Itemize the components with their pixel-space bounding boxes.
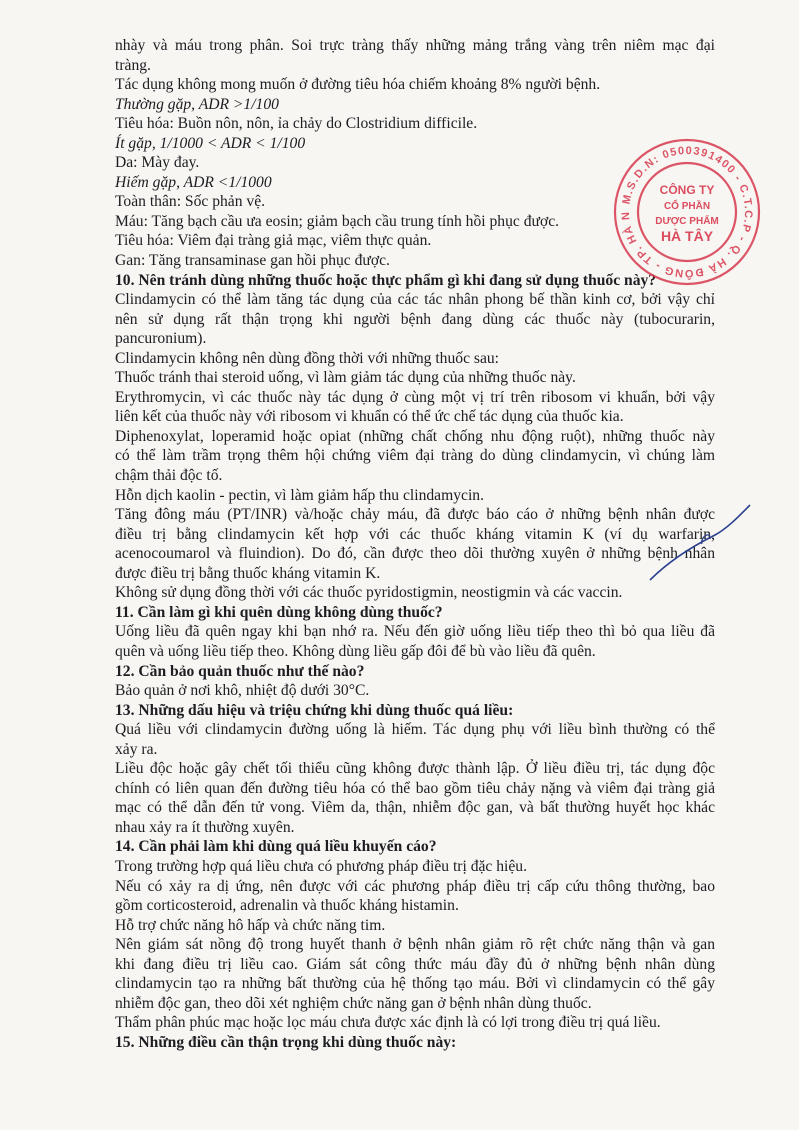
text-line: Da: Mày đay. [115, 154, 200, 172]
text-line: Không sử dụng đồng thời với các thuốc pyridostigmin, neostigmin và các vaccin. [115, 584, 623, 602]
text-line: Bảo quản ở nơi khô, nhiệt độ dưới 30°C. [115, 682, 370, 700]
text-line: điều trị bằng clindamycin kết hợp với các thuốc kháng vitamin K (ví dụ warfarin, [115, 525, 715, 543]
text-line: nhày và máu trong phân. Soi trực tràng thấy những mảng trắng vàng trên niêm mạc đại [115, 37, 715, 54]
frequency-label: Thường gặp, ADR >1/100 [115, 95, 279, 113]
text-line: Tăng đông máu (PT/INR) và/hoặc chảy máu, đã được báo cáo ở những bệnh nhân được [115, 506, 715, 524]
text-line: Gan: Tăng transaminase gan hồi phục được. [115, 252, 390, 270]
text-line: tràng. [115, 56, 151, 74]
seal-ring-text: M.S.D.N: 0500391400 - C.T.C.P - Q. HÀ ĐÔNG - TP. HÀ N [619, 144, 755, 280]
section-heading: 10. Nên tránh dùng những thuốc hoặc thực phẩm gì khi đang sử dụng thuốc này? [115, 271, 657, 289]
text-line: Trong trường hợp quá liều chưa có phương pháp điều trị đặc hiệu. [115, 857, 527, 875]
text-line: được điều trị bằng thuốc kháng vitamin K. [115, 564, 381, 582]
text-line: gồm corticosteroid, adrenalin và thuốc kháng histamin. [115, 897, 459, 915]
company-seal-graphic [611, 136, 763, 288]
text-line: Tiêu hóa: Viêm đại tràng giả mạc, viêm thực quản. [115, 232, 432, 250]
section-heading: 13. Những dấu hiệu và triệu chứng khi dùng thuốc quá liều: [115, 701, 514, 719]
text-line: Diphenoxylat, loperamid hoặc opiat (những chất chống nhu động ruột), những thuốc này [115, 427, 715, 445]
seal-line-1: CÔNG TY [659, 183, 715, 197]
text-line: chính có liên quan đến đường tiêu hóa có thể bao gồm tiêu chảy nặng và viêm đại tràng giả [115, 779, 715, 797]
seal-line-3: DƯỢC PHẨM [655, 216, 719, 227]
text-line: Nên giám sát nồng độ trong huyết thanh ở bệnh nhân giảm rõ rệt chức năng thận và gan [115, 936, 715, 954]
text-line: xảy ra. [115, 740, 158, 758]
text-line: Quá liều với clindamycin đường uống là hiếm. Tác dụng phụ với liều bình thường có thể [115, 721, 715, 739]
company-seal [611, 136, 763, 288]
text-line: quên và uống liều tiếp theo. Không dùng liều gấp đôi để bù vào liều đã quên. [115, 642, 596, 660]
text-line: Hỗn dịch kaolin - pectin, vì làm giảm hấp thu clindamycin. [115, 486, 484, 504]
text-line: Máu: Tăng bạch cầu ưa eosin; giảm bạch cầu trung tính hồi phục được. [115, 212, 560, 230]
section-heading: 14. Cần phải làm khi dùng quá liều khuyến cáo? [115, 838, 437, 856]
text-line: nhau xảy ra ít thường xuyên. [115, 818, 295, 836]
seal-line-2: CỔ PHẦN [663, 201, 711, 212]
text-line: có thể làm trầm trọng thêm hội chứng viêm đại tràng do dùng clindamycin, vì chúng làm [115, 447, 715, 465]
text-line: Thẩm phân phúc mạc hoặc lọc máu chưa được xác định là có lợi trong điều trị quá liều. [115, 1014, 661, 1032]
text-line: Liều độc hoặc gây chết tối thiểu cũng không được thành lập. Ở liều điều trị, tác dụng độc [115, 760, 715, 778]
text-line: clindamycin tạo ra những bất thường của hệ thống tạo máu. Bởi vì clindamycin có thể gây [115, 975, 715, 993]
section-heading: 11. Cần làm gì khi quên dùng không dùng thuốc? [115, 603, 443, 621]
text-line: Uống liều đã quên ngay khi bạn nhớ ra. Nếu đến giờ uống liều tiếp theo thì bỏ qua liều đã [115, 623, 715, 641]
text-line: Erythromycin, vì các thuốc này tác dụng ở cùng một vị trí trên ribosom vi khuẩn, bởi vậy [115, 388, 715, 406]
text-line: Thuốc tránh thai steroid uống, vì làm giảm tác dụng của những thuốc này. [115, 369, 576, 387]
text-line: liên kết của thuốc này với ribosom vi khuẩn có thể ức chế tác dụng của thuốc kia. [115, 408, 624, 426]
text-line: Tác dụng không mong muốn ở đường tiêu hóa chiếm khoảng 8% người bệnh. [115, 76, 601, 94]
text-line: pancuronium). [115, 330, 207, 348]
text-line: nên sử dụng rất thận trọng khi người bệnh đang dùng các thuốc này (tubocurarin, [115, 310, 715, 328]
signature-mark [640, 500, 760, 590]
text-line: Clindamycin có thể làm tăng tác dụng của các tác nhân phong bế thần kinh cơ, bởi vậy chỉ [115, 291, 715, 309]
text-line: acenocoumarol và fluindion). Do đó, cần được theo dõi thường xuyên ở những bệnh nhân [115, 545, 715, 563]
text-line: nhiễm độc gan, theo dõi xét nghiệm chức năng gan ở bệnh nhân dùng thuốc. [115, 994, 592, 1012]
seal-line-4: HÀ TÂY [660, 228, 714, 244]
frequency-label: Ít gặp, 1/1000 < ADR < 1/100 [115, 134, 306, 152]
section-heading: 15. Những điều cần thận trọng khi dùng thuốc này: [115, 1033, 457, 1051]
text-line: Hỗ trợ chức năng hô hấp và chức năng tim. [115, 916, 386, 934]
text-line: Nếu có xảy ra dị ứng, nên được với các phương pháp điều trị cấp cứu thông thường, bao [115, 877, 715, 895]
text-line: khi đang điều trị liều cao. Giám sát công thức máu đầy đủ ở những bệnh nhân dùng [115, 955, 715, 973]
section-heading: 12. Cần bảo quản thuốc như thế nào? [115, 662, 365, 680]
text-line: Tiêu hóa: Buồn nôn, nôn, ỉa chảy do Clostridium difficile. [115, 115, 478, 133]
text-line: Toàn thân: Sốc phản vệ. [115, 193, 266, 211]
text-line: mạc có thể dẫn đến tử vong. Viêm da, thận, nhiễm độc gan, và bất thường huyết học khác [115, 799, 715, 817]
frequency-label: Hiếm gặp, ADR <1/1000 [115, 173, 272, 191]
text-line: chậm thải độc tố. [115, 467, 223, 485]
text-line: Clindamycin không nên dùng đồng thời với những thuốc sau: [115, 349, 500, 367]
